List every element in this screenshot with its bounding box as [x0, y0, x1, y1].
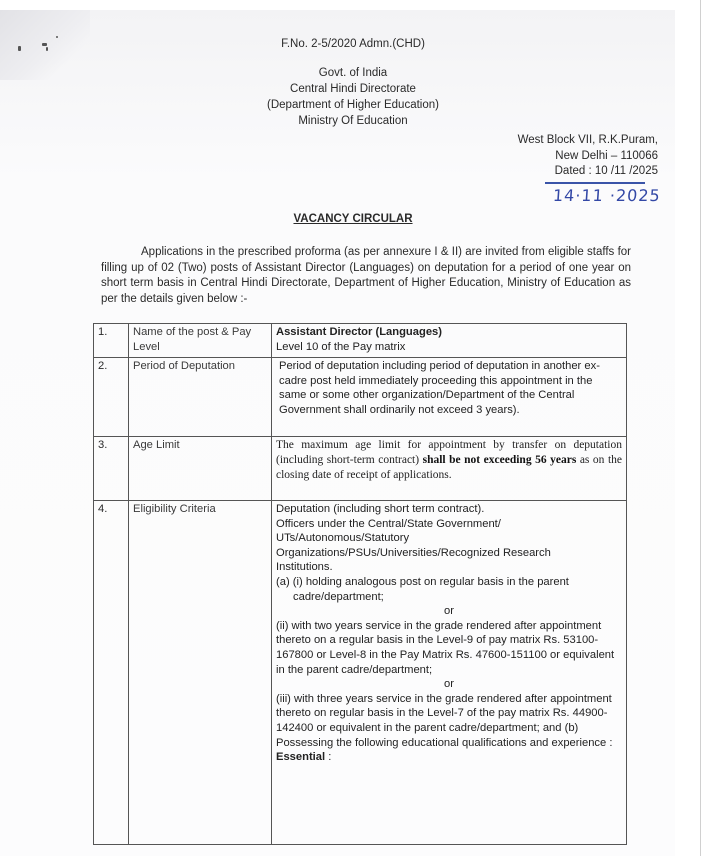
eligibility-line: Deputation (including short term contract). — [276, 503, 485, 515]
table-row — [94, 501, 627, 845]
eligibility-line: (a) (i) holding analogous post on regular basis in the parent — [276, 575, 569, 588]
age-limit-bold: shall be not exceeding 56 years — [422, 453, 577, 466]
row-value — [272, 437, 627, 501]
org-line-department: (Department of Higher Education) — [267, 99, 439, 111]
post-name: Assistant Director (Languages) — [276, 326, 442, 338]
table-row — [94, 437, 627, 501]
age-limit-text: The maximum age limit for appointment by transfer on deputation (including short-term contract) — [276, 439, 622, 466]
eligibility-clause-ii: (ii) with two years service in the grade rendered after appointment thereto on a regular basis in the Level-9 of pay matrix Rs. 53100-167800 or Level-8 in the Pay Matrix Rs. 47600-151100 or equivalent in the parent cadre/department; — [276, 619, 615, 676]
document-title: VACANCY CIRCULAR — [293, 213, 413, 225]
intro-text: Applications in the prescribed proforma (as per annexure I & II) are invited from eligible staffs for filling up of 02 (Two) posts of Assistant Director (Languages) on deputation for a period of one year on short term basis in Central Hindi Directorate, Department of Higher Education, Ministry of Education as per the details given below :- — [101, 246, 631, 305]
row-value — [272, 358, 627, 437]
org-line-govt: Govt. of India — [318, 67, 388, 79]
org-line-directorate: Central Hindi Directorate — [290, 83, 416, 95]
table-row — [94, 358, 627, 437]
eligibility-line: Organizations/PSUs/Universities/Recognized Research — [276, 546, 551, 559]
row-value — [272, 324, 627, 358]
row-label: Name of the post & Pay Level — [129, 324, 272, 358]
row-label: Period of Deputation — [129, 358, 272, 437]
row-label: Age Limit — [129, 437, 272, 501]
deputation-period-text: Period of deputation including period of deputation in another ex-cadre post held immediately proceeding this appointment in the same or some other organization/Department of the Central Government shall ordinarily not exceed 3 years). — [279, 360, 600, 416]
eligibility-line: Institutions. — [276, 561, 333, 574]
clause-iii-text: (iii) with three years service in the grade rendered after appointment thereto on regular basis in the Level-7 of the pay matrix Rs. 44900-142400 or equivalent in the parent cadre/department; and (b) Possessing the following educational qualifications and experience : — [276, 692, 613, 749]
eligibility-line: UTs/Autonomous/Statutory — [276, 532, 410, 545]
org-line-ministry: Ministry Of Education — [298, 115, 408, 127]
file-number: F.No. 2-5/2020 Admn.(CHD) — [281, 38, 425, 50]
row-label: Eligibility Criteria — [129, 501, 272, 845]
handwritten-underline — [545, 182, 645, 184]
address-line-2: New Delhi – 110066 — [555, 150, 658, 162]
eligibility-line: cadre/department; — [293, 590, 384, 603]
address-line-1: West Block VII, R.K.Puram, — [517, 134, 658, 146]
vacancy-details-table — [93, 323, 627, 845]
handwritten-date: 14·11 ·2025 — [552, 186, 662, 205]
or-separator: or — [444, 605, 454, 618]
eligibility-line: Officers under the Central/State Government/ — [276, 517, 501, 530]
essential-colon: : — [325, 751, 332, 764]
row-number: 4. — [94, 501, 129, 845]
or-separator: or — [444, 678, 454, 691]
row-number: 3. — [94, 437, 129, 501]
row-number: 2. — [94, 358, 129, 437]
row-number: 1. — [94, 324, 129, 358]
intro-paragraph — [101, 245, 631, 307]
essential-label: Essential — [276, 751, 326, 764]
pay-level: Level 10 of the Pay matrix — [276, 340, 406, 353]
dated-line: Dated : 10 /11 /2025 — [554, 165, 658, 177]
eligibility-clause-iii — [276, 692, 622, 765]
age-limit-tail: as on the closing date of receipt of applications. — [276, 453, 622, 481]
row-value — [272, 501, 627, 845]
table-row — [94, 324, 627, 358]
